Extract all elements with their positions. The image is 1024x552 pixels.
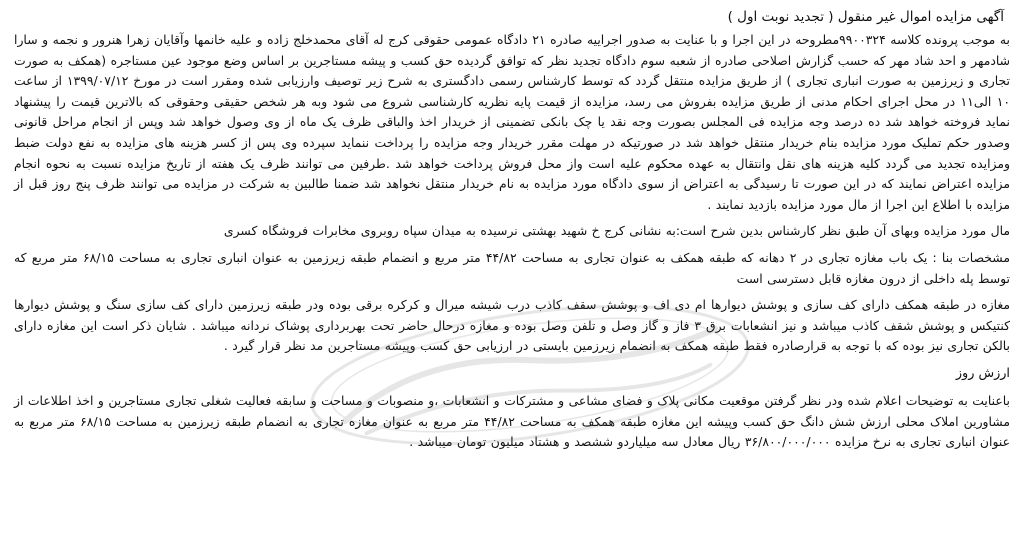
building-specs-paragraph: مشخصات بنا : یک باب مغازه تجاری در ۲ دهانه که طبقه همکف به عنوان تجاری به مساحت ۴۴/۸۲ متر مربع و انضمام طبقه زیرزمین به عنوان انباری تجاری به مساحت ۶۸/۱۵ متر مربع که توسط پله داخلی از درون مغازه قابل دسترسی است (14, 249, 1011, 286)
shop-description-paragraph: مغازه در طبقه همکف دارای کف سازی و پوشش دیوارها ام دی اف و پوشش سقف کاذب درب شیشه میرال و کرکره برقی بوده ودر طبقه زیرزمین دارای کف سازی سنگ و پوشش دیوارها کنتیکس و پوشش شقف کاذب میباشد و نیز انشعابات برق ۳ فاز و گاز وصل و تلفن وصل بوده و مغازه درحال حاضر تحت بهربرداری پوشاک نردانه میباشد . شایان ذکر است این مغازه دارای بالکن تجاری نیز بوده که با توجه به قرارصادره فقط طبقه همکف به انضمام زیرزمین بایستی در ارزیابی حق کسب وپیشه مستاجرین مد نظر قرار گیرد . (14, 297, 1010, 354)
case-details-paragraph: به موجب پرونده کلاسه ۹۹۰۰۳۲۴مطروحه در این اجرا و با عنایت به صدور اجراییه صادره ۲۱ دادگاه عمومی حقوقی کرج له آقای محمدخلج زاده و علیه خانمها وآقایان زهرا هنرور و نجمه و سارا شادمهر و احد شاد مهر که حسب گزارش اصلاحی صادره از شعبه سوم دادگاه تجدید نظر که توافق گردیده حق کسب و پیشه مستاجرین بر اساس وضع موجود عین مستاجره (همکف به صورت تجاری و زیرزمین به صورت انباری تجاری ) از طریق مزایده منتقل گردد که توسط کارشناس رسمی دادگستری به شرح زیر توصیف وارزیابی شده ومقرر است در مورخ ۱۳۹۹/۰۷/۱۲ از ساعت ۱۰ الی۱۱ در محل اجرای احکام مدنی از طریق مزایده بفروش می رسد، مزایده از قیمت پایه نظریه کارشناسی شروع می شود وبه هر شخص حقیقی وحقوقی که بالاترین قیمت را پیشنهاد نماید فروخته خواهد شد ده درصد وجه مزایده فی المجلس بصورت وجه نقد یا چک بانکی تضمینی از خریدار اخذ والباقی ظرف یک ماه از وی وصول خواهد شد وپس از انجام مراحل قانونی وصدور حکم تملیک مورد مزایده بنام خریدار منتقل خواهد شد در صورتیکه در مهلت مقرر خریدار وجه مزایده را پرداخت ننماید سپرده وی پس از کسر هزینه های مزایده به نفع دولت ضبط ومزایده تجدید می گردد کلیه هزینه های نقل وانتقال به عهده محکوم علیه است واز محل فروش پرداخت خواهد شد .طرفین می توانند ظرف یک هفته از تاریخ مزایده نسبت به نحوه انجام مزایده اعتراض نمایند که در این صورت تا رسیدگی به اعتراض از سوی دادگاه مورد مزایده به نام خریدار منتقل نخواهد شد ضمنا طالبین به شرکت در مزایده می توانند ظرف پنج روز قبل از مزایده با اطلاع این اجرا از مال مورد مزایده بازدید نمایند . (14, 32, 1010, 212)
current-value-heading: ارزش روز (955, 365, 1010, 381)
notice-title: آگهی مزایده اموال غیر منقول ( تجدید نوبت اول ) (727, 9, 1004, 25)
valuation-paragraph: باعنایت به توضیحات اعلام شده ودر نظر گرفتن موقعیت مکانی پلاک و فضای مشاعی و مشترکات و انشعابات ،و منصوبات و مساحت و سابقه فعالیت شغلی تجاری مستاجرین و اخذ اطلاعات از مشاورین املاک محلی ارزش شش دانگ حق کسب وپیشه این مغازه طبقه همکف به مساحت ۴۴/۸۲ متر مربع به عنوان مغازه تجاری به انضمام طبقه زیرزمین به مساحت ۶۸/۱۵ متر مربع به عنوان انباری تجاری به نرخ مزایده ۳۶/۸۰۰/۰۰۰/۰۰۰ ریال معادل سه میلیاردو ششصد و هشتاد میلیون تومان میباشد . (14, 392, 1010, 450)
property-address-paragraph: مال مورد مزایده وبهای آن طبق نظر کارشناس بدین شرح است:به نشانی کرج خ شهید بهشتی نرسیده به میدان سپاه روبروی مخابرات فروشگاه کسری (223, 223, 1010, 239)
